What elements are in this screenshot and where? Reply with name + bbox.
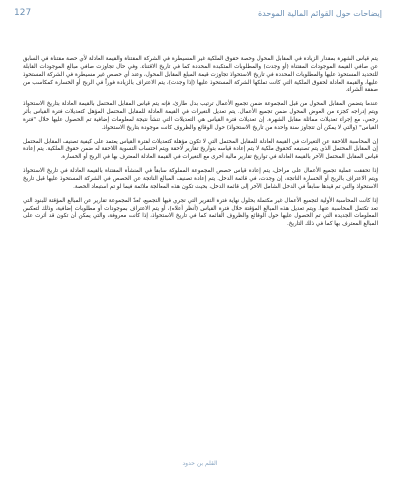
paragraph-contingent-consideration: عندما يتضمن المقابل المحول من قبل المجموعة ضمن تجميع الأعمال ترتيب بدل طارئ، فإنه يتم قياس المقابل المحتمل بالقيمة العادلة بتاريخ الاستحواذ ويتم إدراجه كجزء من العوض المحول ضمن تجميع الأعمال. يتم تعديل التغيرات في القيمة العادلة للمقابل المحتمل المؤهل كتعديلات فترة القياس بأثر رجعي، مع إجراء تعديلات مماثلة مقابل الشهرة. إن تعديلات فترة القياس هي التعديلات التي تنشأ نتيجة لمعلومات إضافية تم الحصول عليها خلال "فترة القياس" (والتي لا يمكن أن تتجاوز سنة واحدة من تاريخ الاستحواذ) حول الوقائع والظروف كانت موجودة بتاريخ الاستحواذ. [23,101,378,131]
page-header [14,6,382,20]
page-footer: القلم بن حدود [182,460,218,467]
page-number: 127 [14,8,32,18]
paragraph-provisional-amounts: إذا كانت المحاسبة الأولية لتجميع الأعمال غير مكتملة بحلول نهاية فترة التقرير التي تجري فيها التجميع، تُعدّ المجموعة تقارير عن المبالغ المؤقتة للبنود التي تعد تكتمل المحاسبة عنها. ويتم تعديل هذه المبالغ المؤقتة خلال فترة القياس (أنظر أعلاه)، أو يتم الاعتراف بموجودات أو مطلوبات إضافية، وذلك لتعكس المعلومات الجديدة التي تم الحصول عليها حول الوقائع والظروف القائمة كما في تاريخ الاستحواذ، إذا كانت معروفة، والتي يمكن أن تكون قد أثرت على المبالغ المعترف بها كما في ذلك التاريخ. [23,197,378,228]
running-title: إيضاحات حول القوائم المالية الموحدة [257,8,382,18]
paragraph-subsequent-accounting: إن المحاسبة اللاحقة عن التغيرات في القيمة العادلة للمقابل المحتمل التي لا تكون مؤهلة كتعديلات لفترة القياس يعتمد على كيفية تصنيف المقابل المحتمل إن المقابل المحتمل الذي يتم تصنيفه كحقوق ملكية لا يتم إعادة قياسه بتواريخ تقارير لاحقة ويتم احتساب التسوية اللاحقة له ضمن حقوق الملكية. يتم إعادة قياس المقابل المحتمل الآخر بالقيمة العادلة في تواريخ تقارير مالية أخرى مع التغيرات في القيمة العادلة المعترف بها في الربح أو الخسارة. [23,138,378,161]
paragraph-goodwill-measurement: يتم قياس الشهرة بمقدار الزيادة في المقابل المحول وحصة حقوق الملكية غير المسيطرة في الشركة المقتناة والقيمة العادلة لأي حصة مقتناة في السابق عن صافي القيمة الموجودات المقتناة (أو وجدت) والمطلوبات المتكبدة المحددة كما في تاريخ الاقتناء. وفي حال تجاوزت صافي مبالغ الموجودات القابلة للتحديد المستحوذ عليها والمطلوبات المحددة في تاريخ الاستحواذ تجاوزت قيمة المبلغ المقابل المحول، وعند أي حصص غير مسيطرة في الشركة المستحوذ عليها، والقيمة العادلة لحقوق الملكية التي كانت تملكها الشركة المستحوذ عليها (إذا وجدت)، يتم الاعتراف بالزيادة فوراً في الربح أو الخسارة كمكاسب من صفقة الشراء. [23,56,378,94]
paragraph-staged-combination: إذا تحققت عملية تجميع الأعمال على مراحل، يتم إعادة قياس حصص المجموعة المملوكة سابقاً في المنشأة المقتناة بالقيمة العادلة في تاريخ الاستحواذ ويتم الاعتراف بالربح أو الخسارة الناتجة، إن وجدت، في قائمة الدخل. يتم إعادة تصنيف المبالغ الناتجة عن الحصص في الشركة المستحوذ عليها قبل تاريخ الاستحواذ والتي تم قيدها سابقاً في الدخل الشامل الآخر إلى قائمة الدخل، بحيث تكون هذه المعالجة ملائمة فيما لو تم استبعاد الحصة. [23,168,378,190]
body-text [23,56,378,235]
